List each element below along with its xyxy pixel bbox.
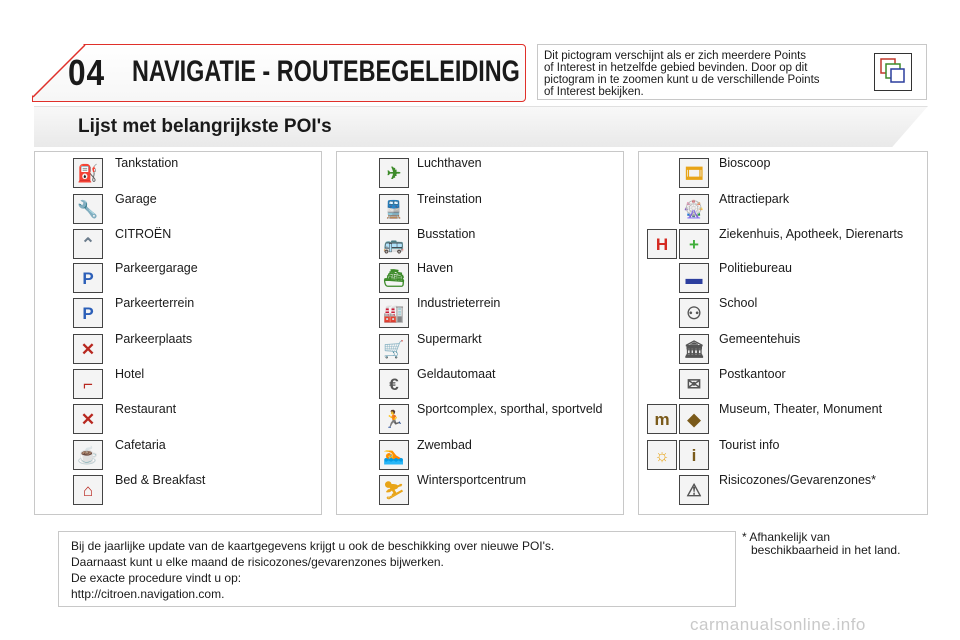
footer-line: Daarnaast kunt u elke maand de risicozones/gevarenzones bijwerken. [71, 555, 444, 569]
poi-label: Ziekenhuis, Apotheek, Dierenarts [719, 227, 904, 241]
bus-icon: 🚌 [379, 229, 409, 259]
poi-label: Parkeergarage [115, 261, 198, 275]
poi-label: Busstation [417, 227, 476, 241]
hospital-pharmacy-icon: H [647, 229, 677, 259]
poi-label: Haven [417, 261, 454, 275]
info-line: pictogram in te zoomen kunt u de verschillende Points [544, 74, 820, 86]
poi-column-2 [336, 151, 624, 515]
hospital-pharmacy-icon-secondary: + [679, 229, 709, 259]
footnote-line: * Afhankelijk van [742, 530, 831, 544]
sport-icon: 🏃 [379, 404, 409, 434]
poi-label: Zwembad [417, 438, 472, 452]
ski-icon: ⛷ [379, 475, 409, 505]
poi-label: Politiebureau [719, 261, 792, 275]
tourist-info-icon-secondary: i [679, 440, 709, 470]
poi-label: Parkeerplaats [115, 332, 193, 346]
warning-triangle-icon: ⚠ [679, 475, 709, 505]
town-hall-icon: 🏛 [679, 334, 709, 364]
poi-label: Tankstation [115, 156, 179, 170]
poi-column-3 [638, 151, 928, 515]
poi-label: Treinstation [417, 192, 482, 206]
museum-icon-secondary: ◆ [679, 404, 709, 434]
airplane-icon: ✈ [379, 158, 409, 188]
poi-label: Museum, Theater, Monument [719, 402, 883, 416]
envelope-icon: ✉ [679, 369, 709, 399]
poi-label: Industrieterrein [417, 296, 501, 310]
ferris-wheel-icon: 🎡 [679, 194, 709, 224]
bed-icon: ⌐ [73, 369, 103, 399]
poi-label: Sportcomplex, sporthal, sportveld [417, 402, 603, 416]
cutlery-icon: ✕ [73, 404, 103, 434]
atm-icon: € [379, 369, 409, 399]
parking-garage-icon: P [73, 263, 103, 293]
poi-label: Restaurant [115, 402, 177, 416]
poi-label: Parkeerterrein [115, 296, 195, 310]
swimmer-icon: 🏊 [379, 440, 409, 470]
poi-label: Wintersportcentrum [417, 473, 527, 487]
info-text [544, 50, 860, 98]
poi-label: School [719, 296, 758, 310]
poi-column-1 [34, 151, 322, 515]
availability-footnote [742, 531, 942, 557]
section-title: Lijst met belangrijkste POI's [78, 116, 332, 137]
poi-label: Garage [115, 192, 157, 206]
poi-label: Hotel [115, 367, 145, 381]
info-line: Dit pictogram verschijnt als er zich meerdere Points [544, 50, 807, 62]
ship-icon: ⛴ [379, 263, 409, 293]
museum-icon: m [647, 404, 677, 434]
chapter-number: 04 [68, 52, 106, 93]
poi-label: Cafetaria [115, 438, 166, 452]
poi-label: Bed & Breakfast [115, 473, 206, 487]
poi-label: Luchthaven [417, 156, 482, 170]
info-line: of Interest in hetzelfde gebied bevinden. Door op dit [544, 62, 808, 74]
poi-label: Supermarkt [417, 332, 482, 346]
factory-icon: 🏭 [379, 298, 409, 328]
poi-label: Attractiepark [719, 192, 790, 206]
citroen-chevron-icon: ⌃ [73, 229, 103, 259]
poi-label: Bioscoop [719, 156, 771, 170]
bed-breakfast-icon: ⌂ [73, 475, 103, 505]
poi-label: Risicozones/Gevarenzones* [719, 473, 877, 487]
police-icon: ▬ [679, 263, 709, 293]
tourist-info-icon: ☼ [647, 440, 677, 470]
fuel-pump-icon: ⛽ [73, 158, 103, 188]
update-info-box [58, 531, 736, 607]
wrench-icon: 🔧 [73, 194, 103, 224]
poi-label: Postkantoor [719, 367, 786, 381]
poi-label: Geldautomaat [417, 367, 496, 381]
info-line: of Interest bekijken. [544, 86, 644, 98]
coffee-cup-icon: ☕ [73, 440, 103, 470]
footer-url[interactable]: http://citroen.navigation.com. [71, 587, 225, 601]
poi-label: Gemeentehuis [719, 332, 801, 346]
footnote-line: beschikbaarheid in het land. [751, 543, 901, 557]
children-icon: ⚇ [679, 298, 709, 328]
poi-label: Tourist info [719, 438, 780, 452]
footer-line: Bij de jaarlijke update van de kaartgegevens krijgt u ook de beschikking over nieuwe POI's. [71, 539, 555, 553]
rest-area-icon: ✕ [73, 334, 103, 364]
watermark: carmanualsonline.info [690, 615, 866, 634]
poi-label: CITROËN [115, 227, 172, 241]
multi-poi-info-box [537, 44, 927, 100]
chapter-title: NAVIGATIE - ROUTEBEGELEIDING [132, 55, 520, 88]
footer-line: De exacte procedure vindt u op: [71, 571, 242, 585]
cinema-icon: 🎞 [679, 158, 709, 188]
train-icon: 🚆 [379, 194, 409, 224]
shopping-cart-icon: 🛒 [379, 334, 409, 364]
multi-poi-icon [874, 53, 912, 91]
parking-icon: P [73, 298, 103, 328]
